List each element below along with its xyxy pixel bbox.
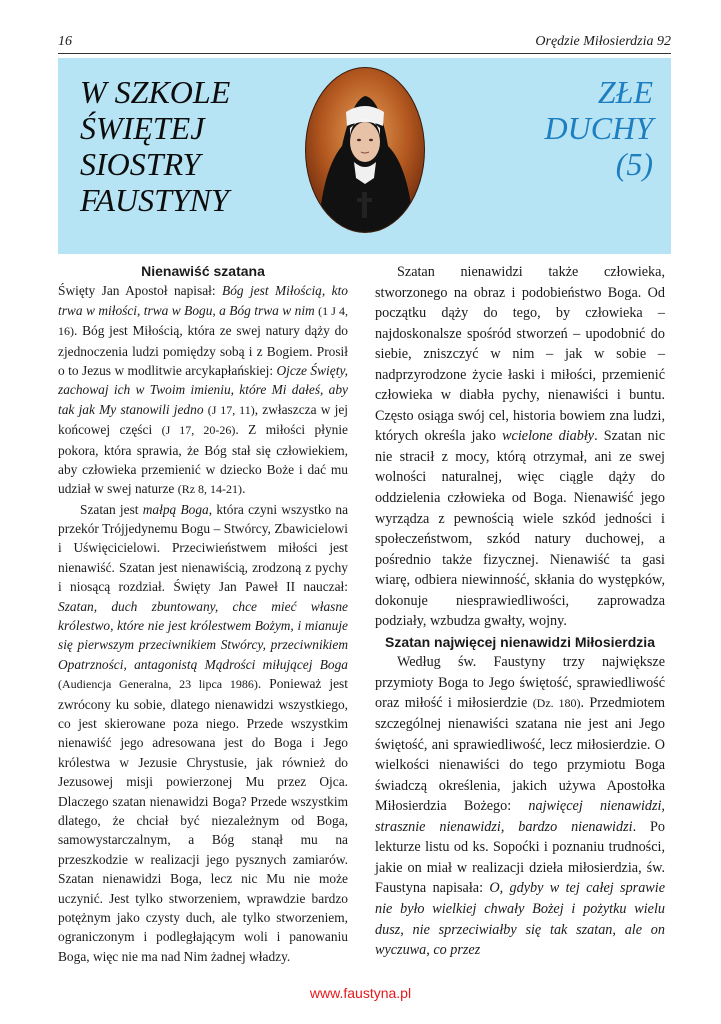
header-rule bbox=[58, 53, 671, 54]
scripture-quote: Bóg jest Miłością, kto trwa w miłości, trwa w Bogu, a Bóg trwa w nim bbox=[58, 283, 348, 318]
text-run: Szatan jest bbox=[80, 501, 143, 517]
text-run: Według św. Faustyny trzy największe przymioty Boga to Jego świętość, sprawiedliwość oraz miłość i miłosierdzie bbox=[375, 654, 665, 712]
text-run: . Po lekturze listu od ks. Sopoćki i poznaniu trudności, jakie on miał w realizacji dzieła miłosierdzia, św. Faustyna napisała: bbox=[375, 818, 665, 897]
citation: (1 J 4, 16) bbox=[58, 303, 348, 339]
scripture-quote: Ojcze Święty, zachowaj ich w Twoim imieniu, które Mi dałeś, aby tak jak My stanowili jedno bbox=[58, 362, 348, 417]
paragraph bbox=[375, 652, 665, 960]
citation: (Dz. 180) bbox=[532, 696, 581, 711]
website-link[interactable]: www.faustyna.pl bbox=[309, 985, 412, 1001]
section-heading: Nienawiść szatana bbox=[141, 263, 265, 279]
text-run: . Ponieważ jest zwrócony ku sobie, dlatego nienawidzi wszystkiego, co jest skierowane poza niego. Przede wszystkim nienawiść jego adresowana jest do Boga i Jego królestwa w Jezusie Chrystusie, jak również do Jezusowej misji powierzonej Mu przez Ojca. Dlaczego szatan nienawidzi Boga? Przede wszystkim dlatego, że chciał być niezależnym od Boga, samowystarczalnym, a Bóg stanął mu na przeszkodzie w realizacji jego pysznych zamiarów. Szatan nienawidzi Boga, lecz nic Mu nie może uczynić. Jest tylko stworzeniem, wprawdzie bardzo potężnym jako czysty duch, ale tylko stworzeniem, ograniczonym i podległającym woli i panowaniu Boga, więc nie ma nad Nim żadnej władzy. bbox=[58, 676, 348, 964]
title-banner bbox=[58, 58, 671, 254]
papal-quote: Szatan, duch zbuntowany, chce mieć własne królestwo, które nie jest królestwem Bożym, i mianuje się pierwszym przeciwnikiem Stwórcy, przeciwnikiem Opatrzności, antagonistą Mądrości miłującej Boga bbox=[58, 598, 348, 672]
citation: (J 17, 20-26) bbox=[161, 423, 236, 438]
text-run: . Przedmiotem szczególnej nienawiści szatana nie jest ani Jego świętość, ani sprawiedliwość, lecz miłosierdzie. O wielkości nienawiści do tego przymiotu Boga świadczą określenia, jakich używa Apostołka Miłosierdzia Bożego: bbox=[375, 695, 666, 815]
emphasis: małpą Boga bbox=[142, 501, 209, 517]
citation: (Rz 8, 14-21) bbox=[177, 482, 243, 497]
saint-faustyna-portrait bbox=[304, 66, 426, 234]
section-heading: Szatan najwięcej nienawidzi Miłosierdzia bbox=[385, 633, 655, 650]
article-left-column bbox=[58, 262, 348, 966]
article-right-column bbox=[375, 262, 665, 961]
citation: (J 17, 11) bbox=[207, 402, 255, 417]
series-title-line: ŚWIĘTEJ bbox=[80, 110, 205, 146]
series-title-line: FAUSTYNY bbox=[80, 182, 229, 218]
paragraph bbox=[375, 262, 665, 632]
article-title-line: DUCHY bbox=[544, 110, 653, 146]
text-run: Święty Jan Apostoł napisał: bbox=[58, 283, 223, 299]
paragraph bbox=[58, 281, 348, 499]
article-title-line: ZŁE bbox=[597, 74, 653, 110]
series-title-line: W SZKOLE bbox=[80, 74, 231, 110]
paragraph bbox=[58, 500, 348, 966]
citation: (Audiencja Generalna, 23 lipca 1986) bbox=[58, 677, 258, 692]
series-title bbox=[80, 74, 230, 218]
text-run: . Bóg jest Miłością, która ze swej natury dąży do zjednoczenia ludzi pomiędzy sobą i z Bogiem. Prosił o to Jezus w modlitwie arcykapłańskiej: bbox=[58, 323, 348, 378]
article-title-line: (5) bbox=[615, 146, 653, 182]
text-run: . Szatan nic nie stracił z mocy, którą otrzymał, ani ze swej wolności naturalnej, więc ciągle dąży do oddzielenia człowieka od Boga. Nienawiść jego wyrządza z pewnością wiele szkód jedności i społeczeństwom, szkód natury duchowej, a pośrednio także fizycznej. Nienawiść ta gasi wiarę, odbiera niewinność, skłania do występków, dokonuje niesprawiedliwości, zaprowadza podziały, wzbudza gwałty, wojny. bbox=[375, 428, 665, 630]
text-run: , która czyni wszystko na przekór Trójjedynemu Bogu – Stwórcy, Zbawicielowi i Uświęcicielowi. Przeciwieństwem miłości jest nienawiść. Szatan jest nienawiścią, zrodzoną z pychy i niosącą rozdział. Święty Jan Paweł II nauczał: bbox=[58, 501, 349, 595]
text-run: , zwłaszcza w jej końcowej części bbox=[58, 401, 348, 438]
journal-title: Orędzie Miłosierdzia 92 bbox=[535, 34, 671, 49]
diary-quote: najwięcej nienawidzi, strasznie nienawidzi, bardzo nienawidzi bbox=[375, 798, 665, 835]
emphasis: wcielone diabły bbox=[502, 428, 595, 445]
diary-quote: O, gdyby w tej całej sprawie nie było wielkiej chwały Bożej i pożytku wielu dusz, nie sprzeciwiałby się tak szatan, ale on wyczuwa, co przez bbox=[375, 880, 665, 959]
series-title-line: SIOSTRY bbox=[80, 146, 201, 182]
text-run: . Z miłości płynie pokora, która sprawia, że Bóg stał się człowiekiem, aby człowieka przemienić w dziecko Boże i dać mu udział w swej naturze bbox=[58, 422, 348, 497]
text-run: Szatan nienawidzi także człowieka, stworzonego na obraz i podobieństwo Boga. Od początku dąży do tego, by człowieka – najdoskonalsze spośród stworzeń – upodobnić do siebie, zniszczyć w nim – jak w sobie – nadprzyrodzone życie łaski i miłości, przemienić człowieka w diabła pychy, nienawiści i buntu. Często osiąga swój cel, historia bowiem zna ludzi, których określa jako bbox=[375, 264, 665, 445]
page-number: 16 bbox=[58, 34, 72, 49]
text-run: . bbox=[242, 481, 246, 497]
article-title bbox=[545, 74, 653, 182]
